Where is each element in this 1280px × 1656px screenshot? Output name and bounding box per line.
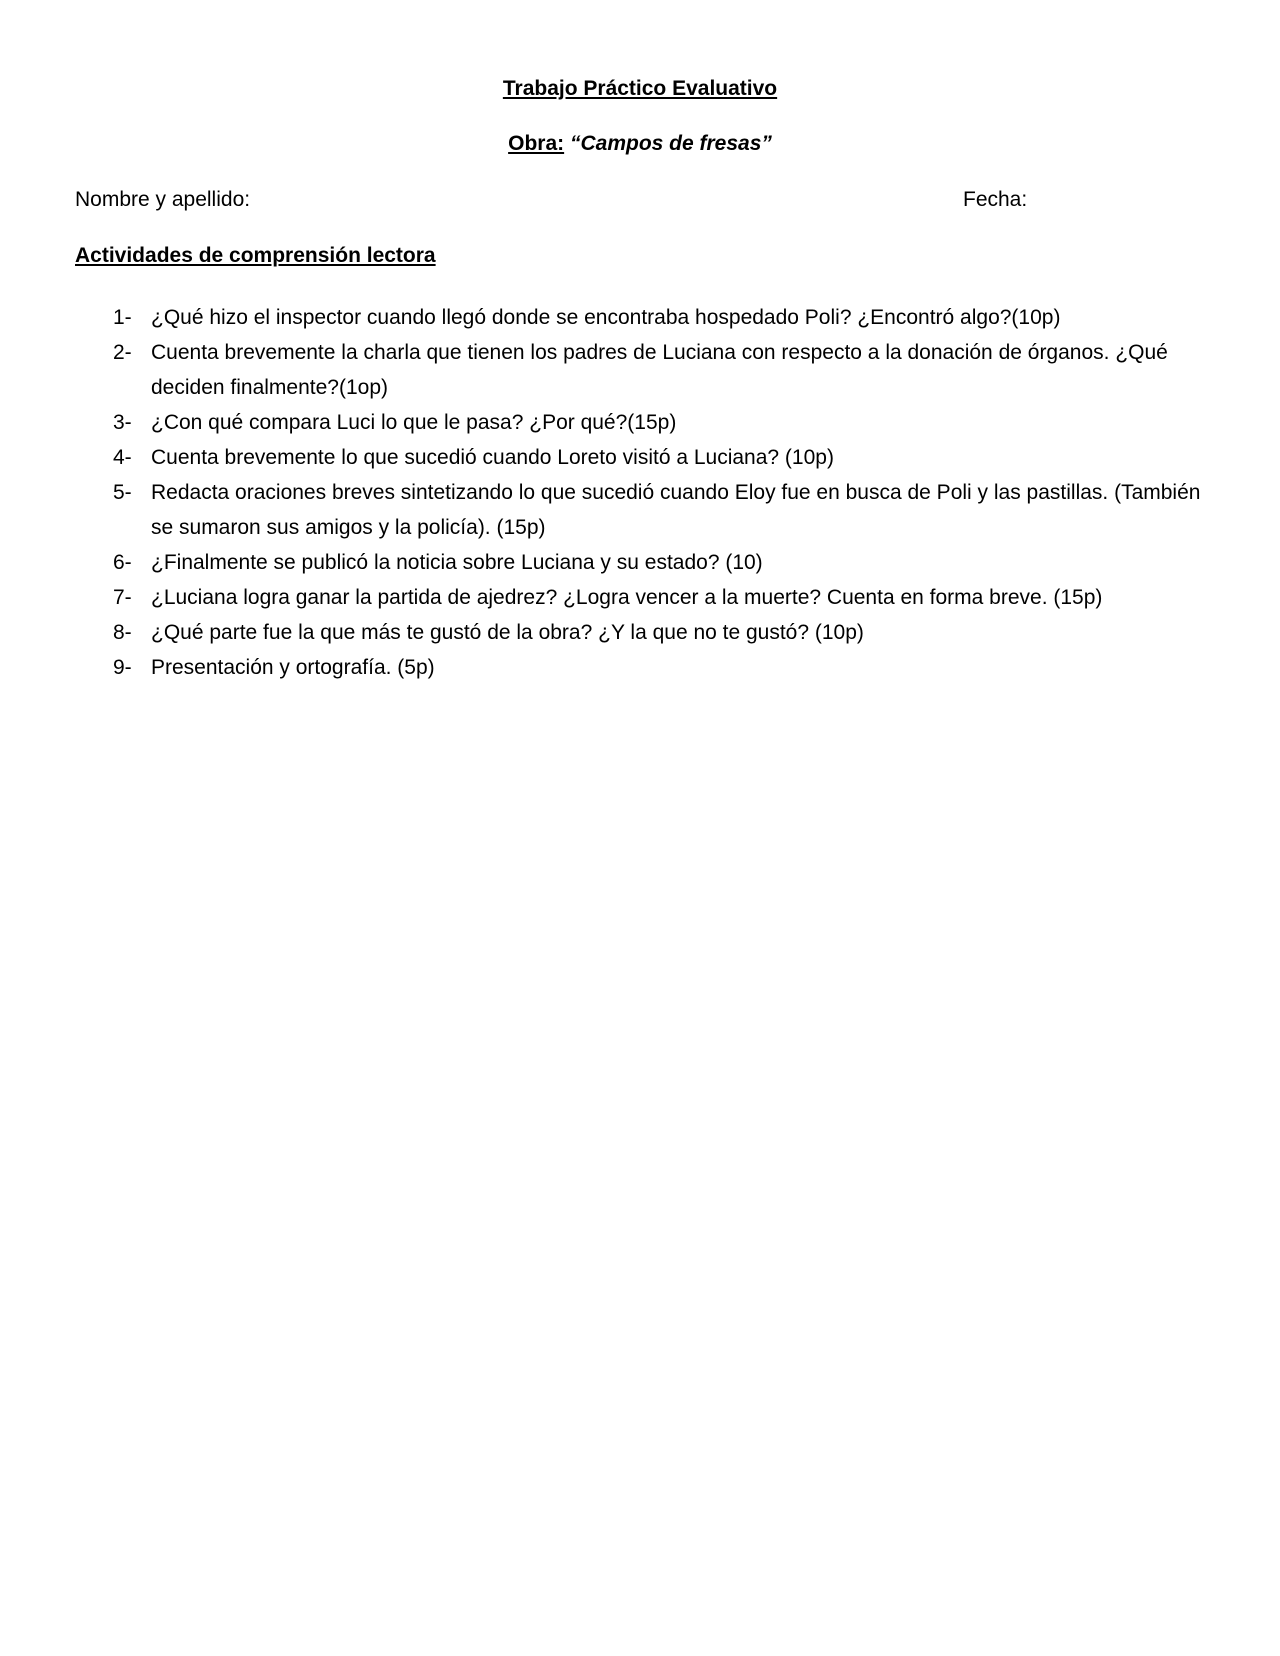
activity-item (0, 405, 1280, 440)
activity-text: ¿Qué hizo el inspector cuando llegó donde se encontraba hospedado Poli? ¿Encontró algo?(10p) (151, 306, 1061, 329)
activity-number: 3- (113, 411, 132, 434)
activity-text: Cuenta brevemente la charla que tienen los padres de Luciana con respecto a la donación de órganos. ¿Qué deciden finalmente?(1op) (151, 341, 1168, 399)
activity-item (0, 545, 1280, 580)
activity-item (0, 440, 1280, 475)
activity-text: ¿Luciana logra ganar la partida de ajedrez? ¿Logra vencer a la muerte? Cuenta en forma breve. (15p) (151, 586, 1103, 609)
activity-item (0, 615, 1280, 650)
activity-item (0, 580, 1280, 615)
activity-text: ¿Finalmente se publicó la noticia sobre Luciana y su estado? (10) (151, 551, 763, 574)
activity-number: 5- (113, 481, 132, 504)
activity-number: 4- (113, 446, 132, 469)
page-title: Trabajo Práctico Evaluativo (502, 77, 778, 100)
activity-item (0, 335, 1280, 405)
activity-number: 2- (113, 341, 132, 364)
activity-item (0, 475, 1280, 545)
activity-item (0, 300, 1280, 335)
activity-item (0, 650, 1280, 685)
date-label: Fecha: (963, 188, 1028, 211)
activity-number: 6- (113, 551, 132, 574)
activity-text: ¿Qué parte fue la que más te gustó de la obra? ¿Y la que no te gustó? (10p) (151, 621, 864, 644)
name-label: Nombre y apellido: (75, 188, 251, 211)
activity-number: 9- (113, 656, 132, 679)
activity-text: Presentación y ortografía. (5p) (151, 656, 435, 679)
activity-text: Cuenta brevemente lo que sucedió cuando Loreto visitó a Luciana? (10p) (151, 446, 834, 469)
activity-number: 7- (113, 586, 132, 609)
work-label: Obra: (508, 132, 565, 155)
activity-text: Redacta oraciones breves sintetizando lo que sucedió cuando Eloy fue en busca de Poli y las pastillas. (También se sumaron sus amigos y la policía). (15p) (151, 481, 1201, 539)
activities-list (0, 300, 1280, 685)
section-heading: Actividades de comprensión lectora (75, 244, 436, 267)
work-line (0, 132, 1280, 156)
activity-text: ¿Con qué compara Luci lo que le pasa? ¿Por qué?(15p) (151, 411, 677, 434)
work-title: “Campos de fresas” (569, 132, 772, 155)
activity-number: 1- (113, 306, 132, 329)
activity-number: 8- (113, 621, 132, 644)
